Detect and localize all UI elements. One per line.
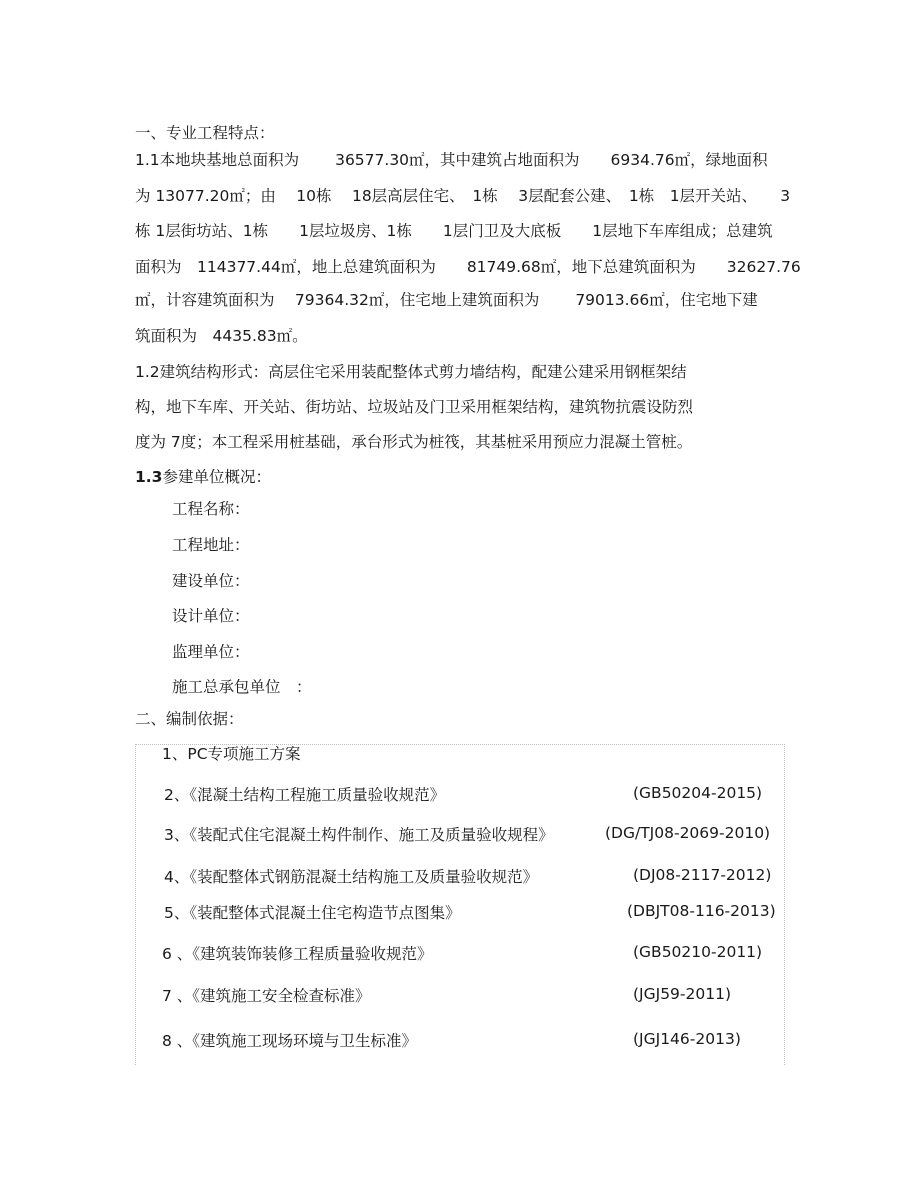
standard-title: 7 、《建筑施工安全检查标准》 — [162, 987, 371, 1005]
para-1-1-line: 栋 1层街坊站、1栋 1层垃圾房、1栋 1层门卫及大底板 1层地下车库组成；总建筑 — [135, 222, 773, 240]
standard-title: 8 、《建筑施工现场环境与卫生标准》 — [162, 1032, 418, 1050]
para-1-1-line: 为 13077.20㎡；由 10栋 18层高层住宅、 1栋 3层配套公建、 1栋 1层开关站、 3 — [135, 187, 791, 205]
para-1-1-line: ㎡，计容建筑面积为 79364.32㎡，住宅地上建筑面积为 79013.66㎡，住宅地下建 — [135, 291, 758, 309]
para-1-2-line: 构，地下车库、开关站、街坊站、垃圾站及门卫采用框架结构，建筑物抗震设防烈 — [135, 398, 694, 416]
para-1-3-number: 1.3 — [135, 468, 163, 486]
para-1-2-line: 1.2建筑结构形式：高层住宅采用装配整体式剪力墙结构，配建公建采用钢框架结 — [135, 363, 687, 381]
para-1-1-line: 1.1本地块基地总面积为 36577.30㎡，其中建筑占地面积为 6934.76㎡，绿地面积 — [135, 151, 768, 169]
standard-title: 4、《装配整体式钢筋混凝土结构施工及质量验收规范》 — [164, 868, 539, 886]
para-1-1-line: 面积为 114377.44㎡，地上总建筑面积为 81749.68㎡，地下总建筑面积为 32627.76 — [135, 258, 801, 276]
standard-title: 1、PC专项施工方案 — [162, 745, 301, 763]
para-1-1-line: 筑面积为 4435.83㎡。 — [135, 327, 308, 345]
standard-code: (JGJ146-2013) — [633, 1030, 741, 1048]
standard-title: 2、《混凝土结构工程施工质量验收规范》 — [164, 786, 446, 804]
standard-code: (DBJT08-116-2013) — [627, 902, 776, 920]
unit-project-name: 工程名称： — [172, 500, 250, 518]
standard-title: 3、《装配式住宅混凝土构件制作、施工及质量验收规程》 — [164, 826, 554, 844]
section-2-heading: 二、编制依据： — [135, 710, 244, 728]
standard-code: (GB50210-2011) — [633, 943, 763, 961]
standard-title: 6 、《建筑装饰装修工程质量验收规范》 — [162, 945, 433, 963]
standard-title: 5、《装配整体式混凝土住宅构造节点图集》 — [164, 904, 461, 922]
para-1-2-line: 度为 7度；本工程采用桩基础，承台形式为桩筏，其基桩采用预应力混凝土管桩。 — [135, 433, 693, 451]
para-1-3-heading — [135, 467, 271, 487]
unit-client: 建设单位： — [172, 572, 250, 590]
para-1-3-text: 参建单位概况： — [162, 468, 271, 486]
section-1-heading: 一、专业工程特点： — [135, 124, 275, 142]
standard-code: (DJ08-2117-2012) — [633, 866, 772, 884]
unit-project-address: 工程地址： — [172, 536, 250, 554]
unit-general-contractor: 施工总承包单位 ： — [172, 678, 312, 696]
standard-code: (DG/TJ08-2069-2010) — [605, 824, 771, 842]
standard-code: (GB50204-2015) — [633, 784, 763, 802]
unit-designer: 设计单位： — [172, 607, 250, 625]
standard-code: (JGJ59-2011) — [633, 985, 732, 1003]
unit-supervisor: 监理单位： — [172, 643, 250, 661]
